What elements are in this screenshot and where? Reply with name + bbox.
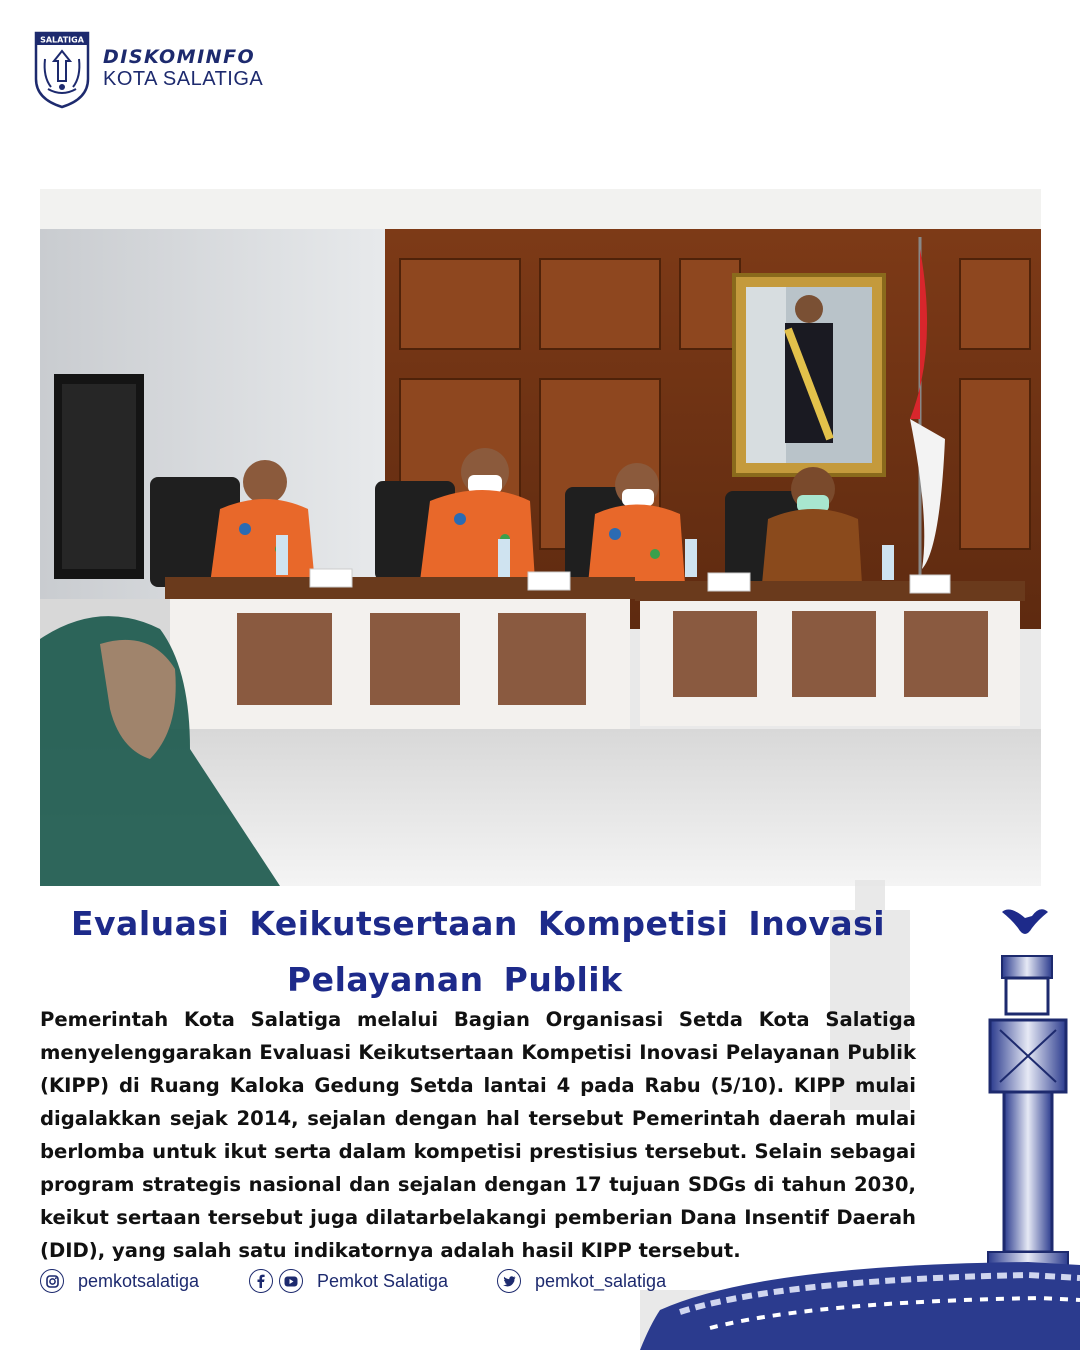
svg-text:SALATIGA: SALATIGA	[40, 35, 84, 45]
instagram-icon	[40, 1269, 64, 1293]
brand-subtitle: KOTA SALATIGA	[103, 68, 264, 90]
social-footer	[40, 1266, 740, 1296]
article-body: Pemerintah Kota Salatiga melalui Bagian Organisasi Setda Kota Salatiga menyelenggarakan Evaluasi Keikutsertaan Kompetisi Inovasi Pelayanan Publik (KIPP) di Ruang Kaloka Gedung Setda lantai 4 pada Rabu (5/10). KIPP mulai digalakkan sejak 2014, sejalan dengan hal tersebut Pemerintah daerah mulai berlomba untuk ikut serta dalam kompetisi prestisius tersebut. Selain sebagai program strategis nasional dan sejalan dengan 17 tujuan SDGs di tahun 2030, keikut sertaan tersebut juga dilatarbelakangi pemberian Dana Insentif Daerah (DID), yang salah satu indikatornya adalah hasil KIPP tersebut.	[40, 1008, 916, 1262]
twitter-handle: pemkot_salatiga	[535, 1270, 667, 1291]
title-line-2: Pelayanan Publik	[287, 960, 623, 999]
social-twitter[interactable]	[497, 1266, 666, 1296]
social-facebook-youtube[interactable]	[249, 1266, 448, 1296]
facebook-youtube-handle: Pemkot Salatiga	[317, 1270, 449, 1291]
youtube-icon[interactable]	[279, 1269, 303, 1293]
facebook-icon[interactable]	[249, 1269, 273, 1293]
instagram-handle: pemkotsalatiga	[78, 1270, 200, 1291]
title-line-1: Evaluasi Keikutsertaan Kompetisi Inovasi	[71, 904, 886, 943]
twitter-icon	[497, 1269, 521, 1293]
social-instagram[interactable]	[40, 1266, 199, 1296]
article-title	[40, 896, 886, 1008]
brand-title: DISKOMINFO	[103, 46, 256, 68]
salatiga-crest-logo	[33, 31, 91, 109]
brand-block	[103, 46, 263, 90]
event-photo	[40, 189, 1041, 886]
